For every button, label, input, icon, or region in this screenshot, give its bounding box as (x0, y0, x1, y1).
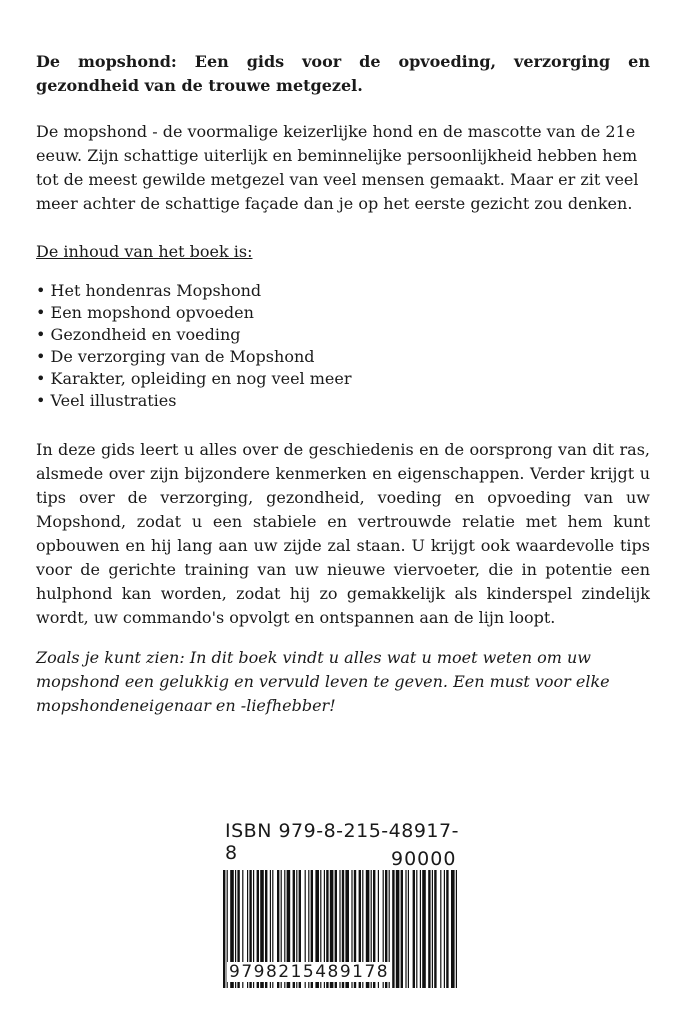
barcode-bar (428, 870, 430, 988)
list-item: • Het hondenras Mopshond (36, 280, 650, 302)
barcode-bar (446, 870, 448, 988)
barcode-bar (420, 870, 421, 988)
barcode-bar (223, 870, 225, 988)
contents-list (36, 280, 650, 412)
isbn-barcode (221, 820, 461, 982)
barcode-bar (401, 870, 403, 988)
body-paragraph: In deze gids leert u alles over de geschiedenis en de oorsprong van dit ras, alsmede over zijn bijzondere kenmerken en eigenschappen. Verder krijgt u tips over de verzorging, gezondheid, voeding en opvoeding van uw Mopshond, zodat u een stabiele en vertrouwde relatie met hem kunt opbouwen en hij lang aan uw zijde zal staan. U krijgt ook waardevolle tips voor de gerichte training van uw nieuwe viervoeter, die in potentie een hulphond kan worden, zodat hij zo gemakkelijk als kinderspel zindelijk wordt, uw commando's opvolgt en ontspannen aan de lijn loopt. (36, 440, 650, 627)
list-item: • De verzorging van de Mopshond (36, 346, 650, 368)
barcode-bar (405, 870, 406, 988)
barcode-bar (422, 870, 426, 988)
list-item: • Gezondheid en voeding (36, 324, 650, 346)
barcode-bar (451, 870, 455, 988)
barcode-bar (413, 870, 415, 988)
barcode-bar (456, 870, 457, 988)
barcode-bar (434, 870, 436, 988)
barcode-bar (396, 870, 400, 988)
contents-heading: De inhoud van het boek is: (36, 242, 253, 261)
list-item: • Veel illustraties (36, 390, 650, 412)
ean-number: 9798215489178 (229, 962, 390, 982)
barcode-bar (432, 870, 433, 988)
barcode-bar (444, 870, 445, 988)
list-item: • Karakter, opleiding en nog veel meer (36, 368, 650, 390)
list-item: • Een mopshond opvoeden (36, 302, 650, 324)
barcode-bar (408, 870, 409, 988)
back-cover-text (36, 50, 650, 718)
barcode-bar (392, 870, 394, 988)
barcode-bar (440, 870, 441, 988)
price-code: 90000 (391, 848, 457, 870)
closing-paragraph: Zoals je kunt zien: In dit boek vindt u alles wat u moet weten om uw mopshond een gelukkig en vervuld leven te geven. Een must voor elke mopshondeneigenaar en -liefhebber! (36, 648, 610, 715)
isbn-number: ISBN 979-8-215-48917-8 (225, 820, 459, 864)
intro-paragraph: De mopshond - de voormalige keizerlijke hond en de mascotte van de 21e eeuw. Zijn schattige uiterlijk en beminnelijke persoonlijkheid hebben hem tot de meest gewilde metgezel van veel mensen gemaakt. Maar er zit veel meer achter de schattige façade dan je op het eerste gezicht zou denken. (36, 122, 639, 213)
barcode-bar (416, 870, 417, 988)
book-title: De mopshond: Een gids voor de opvoeding, verzorging en gezondheid van de trouwe metgezel. (36, 52, 650, 95)
